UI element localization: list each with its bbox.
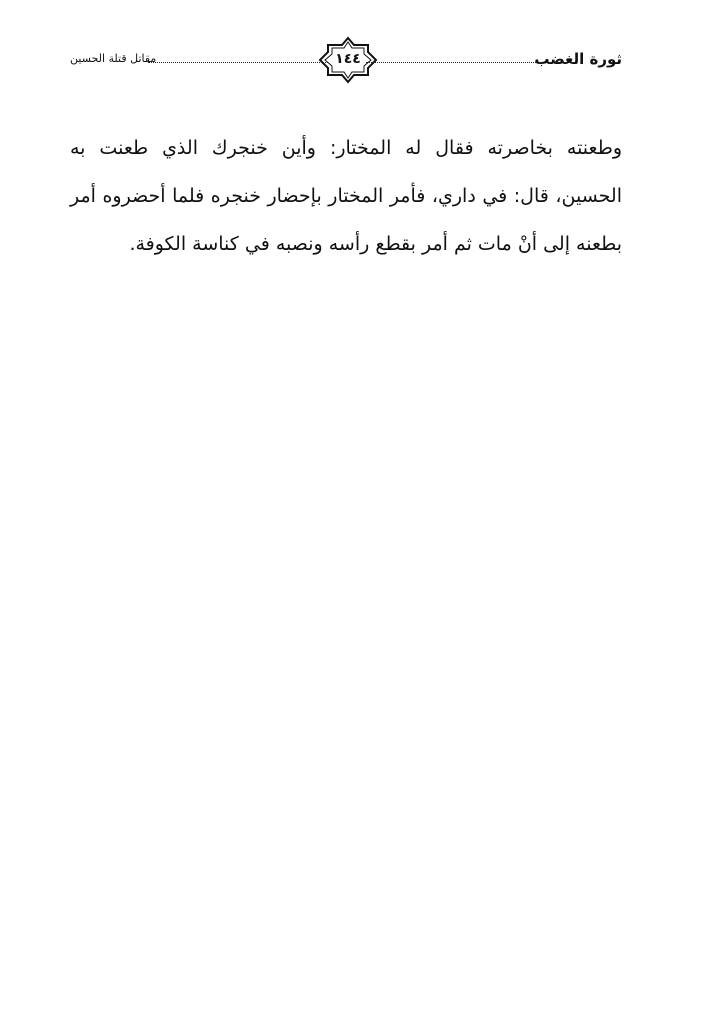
section-title: مقاتل قتلة الحسين	[70, 52, 157, 65]
page-header	[70, 36, 622, 86]
header-dotted-rule-left	[148, 62, 328, 63]
body-paragraph: وطعنته بخاصرته فقال له المختار: وأين خنجرك الذي طعنت به الحسين، قال: في داري، فأمر المختار بإحضار خنجره فلما أحضروه أمر بطعنه إلى أنْ مات ثم أمر بقطع رأسه ونصبه في كناسة الكوفة.	[70, 137, 622, 255]
header-dotted-rule-right	[366, 62, 536, 63]
page-number-badge	[318, 36, 378, 84]
page-number: ١٤٤	[335, 51, 361, 67]
book-title: ثورة الغضب	[534, 50, 622, 68]
